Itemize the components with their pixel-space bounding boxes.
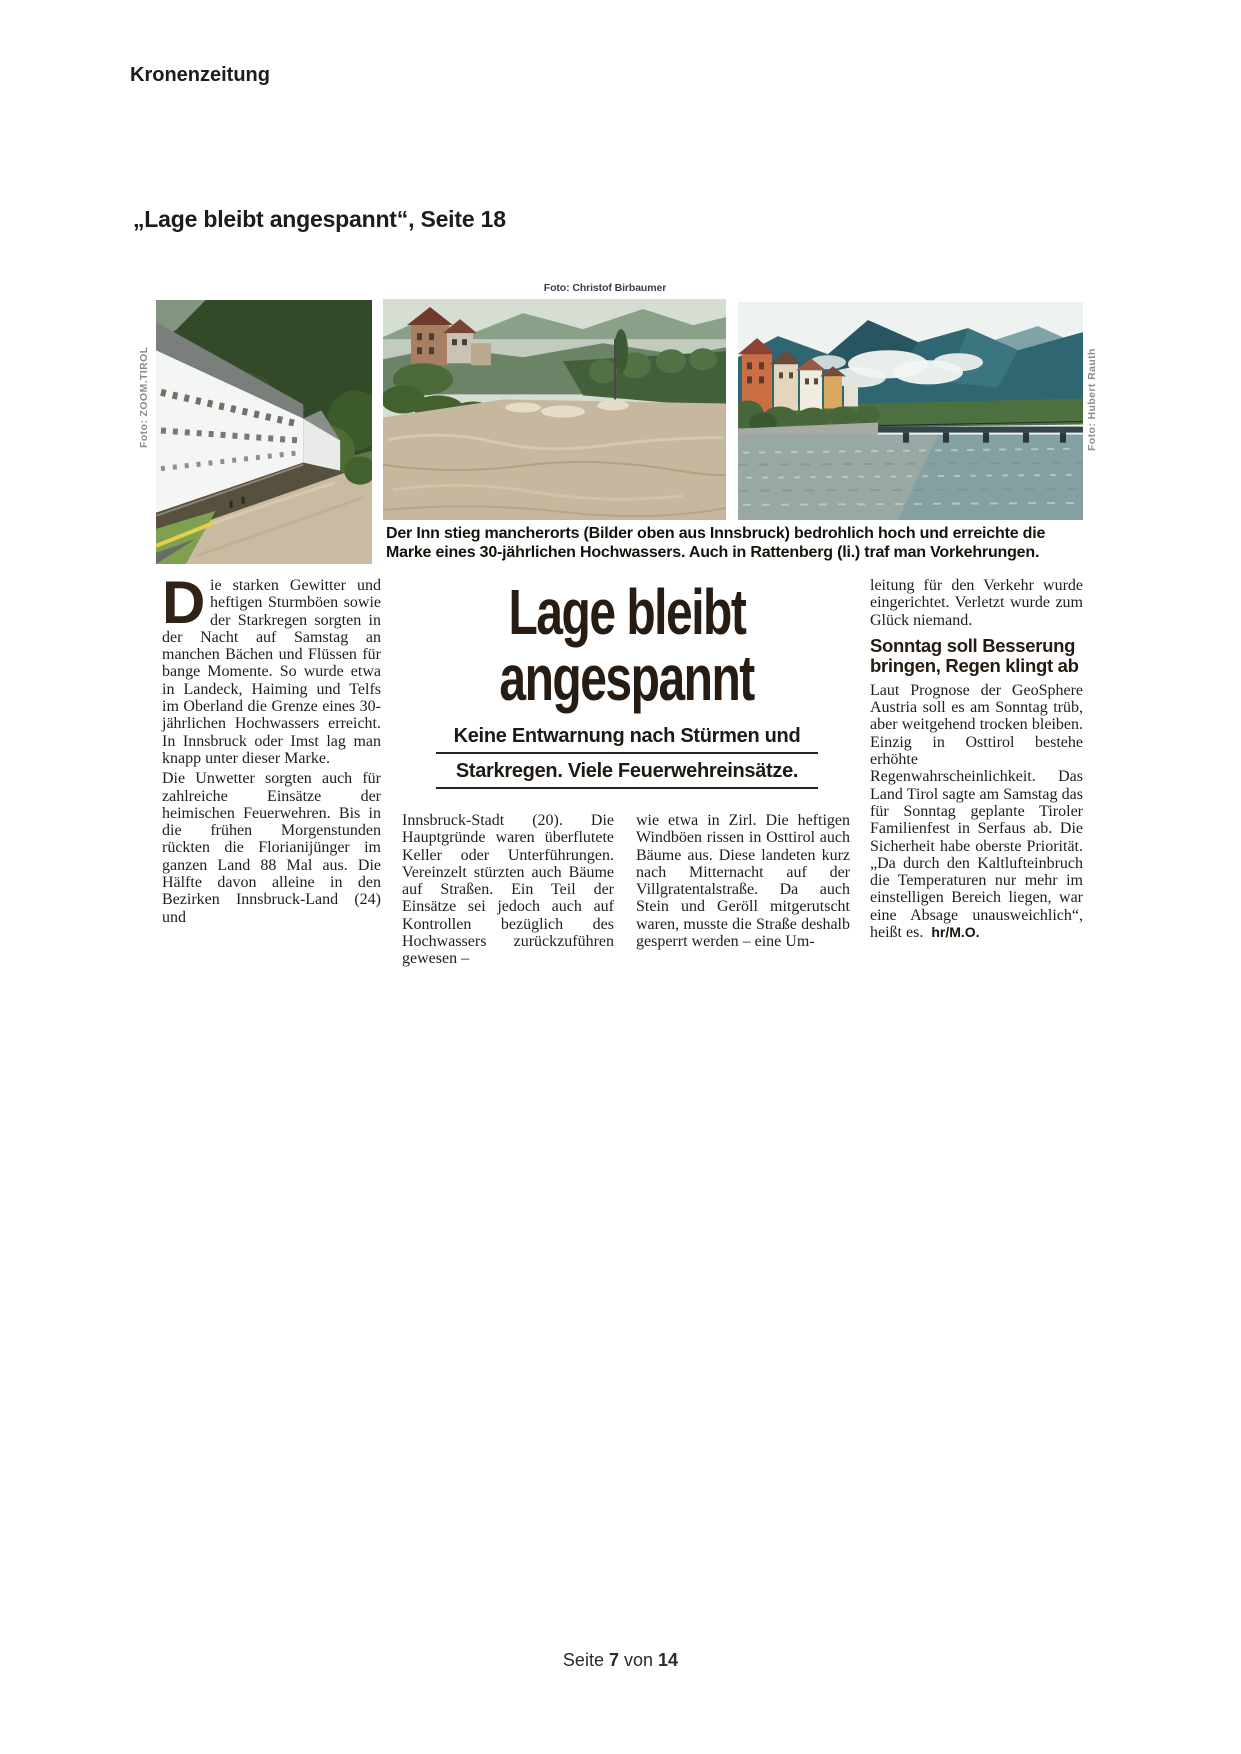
footer-total-pages: 14 <box>658 1650 679 1670</box>
photo-credit-middle: Foto: Christof Birbaumer <box>543 282 667 294</box>
headline-line-2 <box>402 642 852 714</box>
publication-name: Kronenzeitung <box>130 64 270 86</box>
article-paragraph: leitung für den Verkehr wurde eingerichtet. Verletzt wurde zum Glück niemand. <box>870 577 1083 629</box>
photo-rattenberg-flood <box>156 300 372 564</box>
article-paragraph: wie etwa in Zirl. Die heftigen Windböen rissen in Osttirol auch Bäume aus. Diese landeten kurz nach Mitternacht auf der Villgratentalstraße. Da auch Stein und Geröll mitgerutscht waren, musste die Straße deshalb gesperrt werden – eine Um- <box>636 812 850 951</box>
article-column-4 <box>870 577 1083 941</box>
photo-caption: Der Inn stieg mancherorts (Bilder oben aus Innsbruck) bedrohlich hoch und erreichte die Marke eines 30-jährlichen Hochwassers. Auch in Rattenberg (li.) traf man Vorkehrungen. <box>386 525 1046 561</box>
clipping-title: „Lage bleibt angespannt“, Seite 18 <box>133 206 506 232</box>
article-text: ie starken Gewitter und heftigen Sturmböen sowie der Starkregen sorgten in der Nacht auf Samstag an manchen Bächen und Flüssen für bange Momente. So wurde etwa in Landeck, Haiming und Telfs im Oberland die Grenze eines 30-jährlichen Hochwassers erreicht. In Innsbruck oder Imst lag man knapp unter dieser Marke. <box>162 577 381 767</box>
footer-prefix: Seite <box>562 1650 604 1670</box>
subhead-line-1: Keine Entwarnung nach Stürmen und <box>436 725 818 754</box>
footer-current-page: 7 <box>608 1650 619 1670</box>
column-subhead: Sonntag soll Besserung bringen, Regen klingt ab <box>870 634 1079 677</box>
author-byline: hr/M.O. <box>931 924 980 941</box>
article-column-1 <box>162 569 381 926</box>
footer-separator: von <box>624 1650 654 1670</box>
article-subhead <box>436 725 818 789</box>
article-text: Laut Prognose der GeoSphere Austria soll es am Sonntag trüb, aber weitgehend trocken bleiben. Einzig in Osttirol bestehe erhöhte Regenwahrscheinlichkeit. Das Land Tirol sagte am Samstag das für Sonntag geplante Tiroler Familienfest in Serfaus ab. Die Sicherheit habe oberste Priorität. „Da durch den Kaltlufteinbruch die Temperaturen nur mehr im einstelligen Bereich liegen, war eine Absage unausweichlich“, heißt es. <box>870 681 1083 942</box>
photo-rattenberg-illustration <box>156 300 372 564</box>
photo-inn-river-innsbruck <box>383 299 726 520</box>
headline-line-1 <box>402 576 852 648</box>
article-headline-block <box>402 576 852 795</box>
article-paragraph: Innsbruck-Stadt (20). Die Hauptgründe waren überflutete Keller oder Unterführungen. Vereinzelt stürzten auch Bäume auf Straßen. Ein Teil der Einsätze sei jedoch auch auf Kontrollen bezüglich des Hochwassers zurückzuführen gewesen – <box>402 812 614 968</box>
photo-credit-right: Foto: Hubert Rauth <box>1086 348 1098 451</box>
photo-innsbruck-mariahilf <box>738 302 1083 520</box>
headline-text: Lage bleibt <box>508 576 746 648</box>
article-column-2 <box>402 812 614 968</box>
article-column-3 <box>636 812 850 950</box>
headline-text: angespannt <box>499 642 755 714</box>
drop-cap: D <box>162 569 206 636</box>
article-paragraph <box>162 569 381 767</box>
photo-inn-river-illustration <box>383 299 726 520</box>
page-footer <box>0 1650 1241 1671</box>
photo-credit-left: Foto: ZOOM.TIROL <box>138 346 150 448</box>
photo-innsbruck-illustration <box>738 302 1083 520</box>
article-paragraph: Die Unwetter sorgten auch für zahlreiche Einsätze der heimischen Feuerwehren. Bis in die frühen Morgenstunden rückten die Florianijünger im ganzen Land 88 Mal aus. Die Hälfte davon alleine in den Bezirken Innsbruck-Land (24) und <box>162 770 381 926</box>
article-paragraph <box>870 682 1083 941</box>
subhead-line-2: Starkregen. Viele Feuerwehreinsätze. <box>436 760 818 789</box>
